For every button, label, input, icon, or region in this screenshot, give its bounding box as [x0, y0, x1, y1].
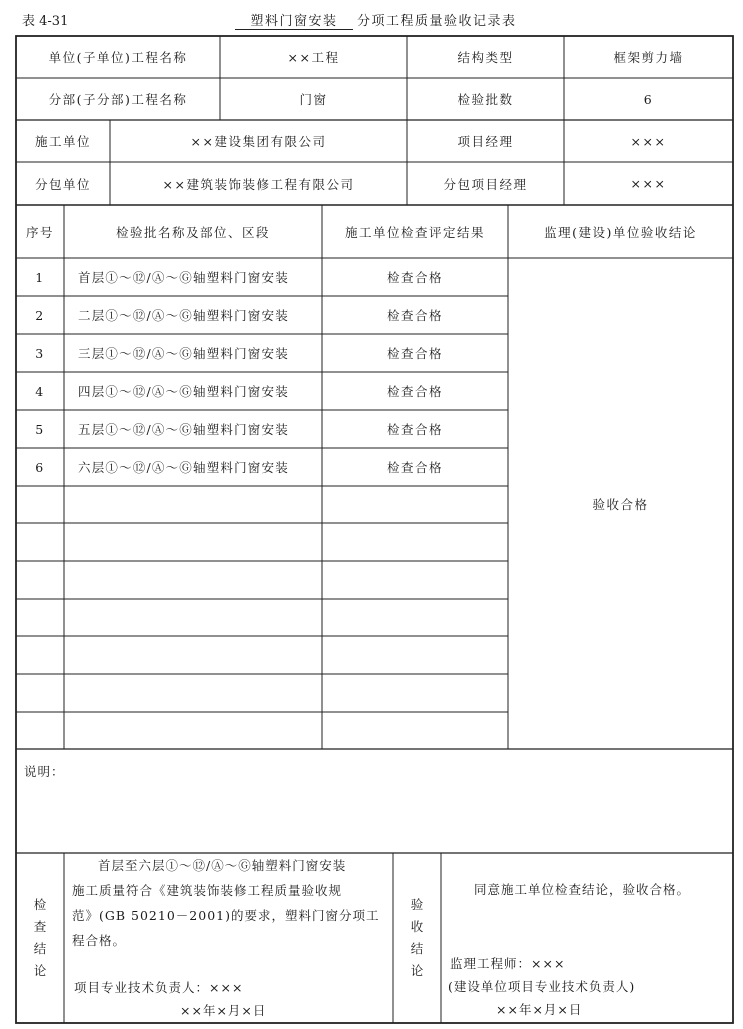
- sub-project-label: 分部(子分部)工程名称: [48, 92, 188, 107]
- col-header-conclusion: 监理(建设)单位验收结论: [544, 224, 697, 240]
- row-result: 检查合格: [386, 422, 443, 437]
- row-name: 二层①～⑫/Ⓐ～Ⓖ轴塑料门窗安装: [78, 308, 289, 323]
- check-conclusion-label: 检 查 结 论: [33, 897, 47, 978]
- col-header-seq: 序号: [25, 224, 54, 240]
- page-title: 分项工程质量验收记录表: [357, 14, 517, 29]
- row-result: 检查合格: [386, 346, 443, 361]
- subcontractor-label: 分包单位: [34, 176, 91, 192]
- sub-pm-label: 分包项目经理: [443, 176, 528, 192]
- unit-project-value: ××工程: [287, 50, 340, 65]
- accept-signer-role: (建设单位项目专业技术负责人): [448, 979, 636, 994]
- accept-date: ××年×月×日: [496, 1002, 583, 1017]
- row-name: 四层①～⑫/Ⓐ～Ⓖ轴塑料门窗安装: [78, 384, 289, 399]
- accept-conclusion-text: 同意施工单位检查结论，验收合格。: [474, 882, 691, 897]
- row-result: 检查合格: [386, 460, 443, 475]
- pm-value: ×××: [630, 133, 667, 149]
- row-result: 检查合格: [386, 308, 443, 323]
- notes-label: 说明：: [24, 764, 65, 779]
- contractor-label: 施工单位: [34, 134, 91, 149]
- check-signer: 项目专业技术负责人：×××: [74, 980, 244, 995]
- contractor-value: ××建设集团有限公司: [190, 134, 327, 149]
- accept-conclusion-label: 验 收 结 论: [410, 897, 424, 978]
- supervision-conclusion: 验收合格: [592, 496, 649, 512]
- check-date: ××年×月×日: [180, 1003, 267, 1018]
- title-fill-text: 塑料门窗安装: [250, 13, 338, 29]
- sub-pm-value: ×××: [630, 176, 667, 191]
- row-seq: 4: [35, 383, 45, 399]
- row-name: 六层①～⑫/Ⓐ～Ⓖ轴塑料门窗安装: [78, 460, 289, 475]
- structure-value: 框架剪力墙: [613, 50, 684, 65]
- row-seq: 2: [35, 307, 45, 323]
- row-name: 三层①～⑫/Ⓐ～Ⓖ轴塑料门窗安装: [78, 346, 289, 361]
- row-name: 首层①～⑫/Ⓐ～Ⓖ轴塑料门窗安装: [78, 270, 289, 285]
- row-seq: 5: [35, 421, 45, 437]
- row-result: 检查合格: [386, 384, 443, 399]
- row-name: 五层①～⑫/Ⓐ～Ⓖ轴塑料门窗安装: [78, 422, 289, 437]
- row-result: 检查合格: [386, 270, 443, 285]
- pm-label: 项目经理: [457, 134, 514, 149]
- col-header-result: 施工单位检查评定结果: [344, 224, 485, 240]
- sub-project-value: 门窗: [299, 92, 328, 107]
- batch-count-value: 6: [643, 91, 654, 107]
- row-seq: 1: [35, 269, 45, 285]
- table-number: 表 4-31: [22, 14, 69, 29]
- col-header-name: 检验批名称及部位、区段: [115, 224, 270, 240]
- check-conclusion-text: 首层至六层①～⑫/Ⓐ～Ⓖ轴塑料门窗安装 施工质量符合《建筑装饰装修工程质量验收规 范》(GB 50210－2001)的要求，塑料门窗分项工 程合格。: [72, 858, 380, 948]
- batch-count-label: 检验批数: [457, 92, 514, 107]
- unit-project-label: 单位(子单位)工程名称: [48, 50, 188, 65]
- subcontractor-value: ××建筑装饰装修工程有限公司: [162, 176, 355, 192]
- row-seq: 6: [35, 459, 45, 475]
- row-seq: 3: [35, 345, 45, 361]
- accept-signer: 监理工程师：×××: [450, 956, 566, 971]
- structure-label: 结构类型: [457, 50, 514, 65]
